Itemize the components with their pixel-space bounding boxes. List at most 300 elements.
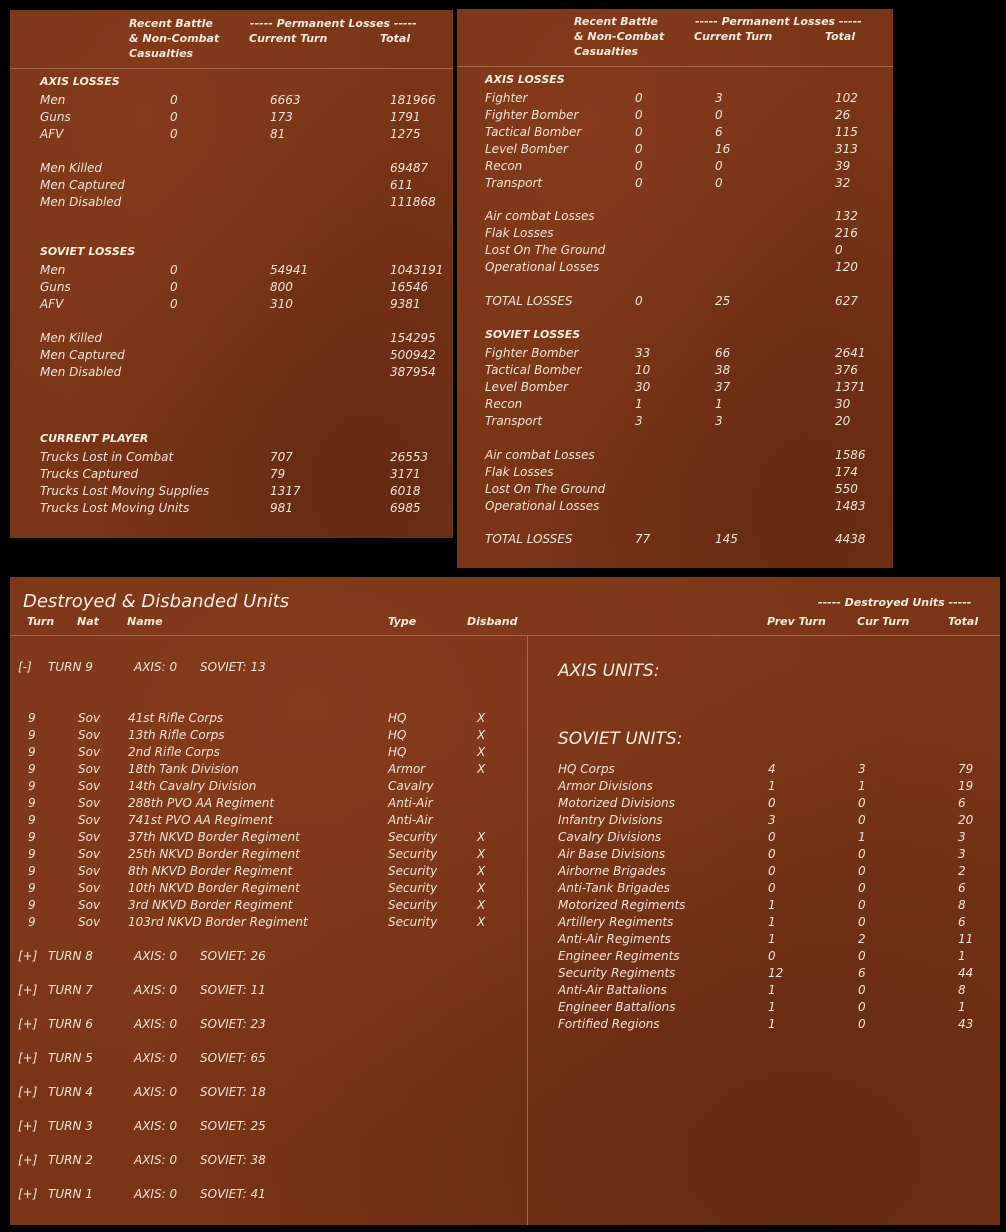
col-turn-header: Turn bbox=[27, 615, 55, 628]
cell-nat: Sov bbox=[78, 915, 101, 929]
cell-label: Transport bbox=[485, 414, 543, 428]
cell-label: Engineer Regiments bbox=[558, 949, 680, 963]
cell-cur: 0 bbox=[858, 949, 866, 963]
soviet-losses-title: SOVIET LOSSES bbox=[485, 328, 581, 341]
turn-label: TURN 7 bbox=[48, 983, 93, 997]
table-row bbox=[10, 93, 453, 108]
axis-count: AXIS: 0 bbox=[134, 660, 178, 674]
cell-label: Engineer Battalions bbox=[558, 1000, 676, 1014]
cell-label: AFV bbox=[40, 297, 64, 311]
cell-disband: X bbox=[477, 762, 486, 776]
cell-turn: 9 bbox=[28, 864, 36, 878]
turn-label: TURN 8 bbox=[48, 949, 93, 963]
cell-prev: 0 bbox=[768, 881, 776, 895]
cell-total: 376 bbox=[835, 363, 858, 377]
permanent-losses-header: ----- Permanent Losses ----- bbox=[695, 15, 862, 28]
cell-prev: 1 bbox=[768, 932, 776, 946]
cell-recent: 0 bbox=[170, 297, 178, 311]
table-row bbox=[10, 195, 453, 210]
cell-prev: 1 bbox=[768, 983, 776, 997]
turn-label: TURN 9 bbox=[48, 660, 93, 674]
cell-name: 41st Rifle Corps bbox=[128, 711, 224, 725]
table-row bbox=[10, 796, 1000, 811]
cell-prev: 0 bbox=[768, 796, 776, 810]
table-row bbox=[10, 864, 1000, 879]
table-row bbox=[457, 414, 893, 429]
cell-label: Men Disabled bbox=[40, 195, 122, 209]
cell-total: 627 bbox=[835, 294, 858, 308]
cell-type: HQ bbox=[388, 728, 407, 742]
cell-prev: 1 bbox=[768, 1000, 776, 1014]
cell-total: 611 bbox=[390, 178, 413, 192]
cell-total: 1043191 bbox=[390, 263, 444, 277]
table-row bbox=[10, 484, 453, 499]
cell-total: 6 bbox=[958, 796, 966, 810]
cell-recent: 0 bbox=[635, 91, 643, 105]
cell-recent: 77 bbox=[635, 532, 651, 546]
cell-label: Fortified Regions bbox=[558, 1017, 660, 1031]
cell-recent: 0 bbox=[170, 263, 178, 277]
cell-total: 1 bbox=[958, 949, 966, 963]
table-row bbox=[10, 813, 1000, 828]
table-row bbox=[10, 898, 1000, 913]
table-row bbox=[10, 501, 453, 516]
table-row bbox=[457, 125, 893, 140]
col-name-header: Name bbox=[127, 615, 163, 628]
table-row bbox=[457, 226, 893, 241]
cell-total: 1 bbox=[958, 1000, 966, 1014]
cell-total: 1483 bbox=[835, 499, 866, 513]
cell-current: 66 bbox=[715, 346, 731, 360]
turn-label: TURN 1 bbox=[48, 1187, 93, 1201]
cell-prev: 4 bbox=[768, 762, 776, 776]
table-row bbox=[457, 142, 893, 157]
table-row bbox=[457, 397, 893, 412]
cell-label: Security Regiments bbox=[558, 966, 676, 980]
cell-label: Flak Losses bbox=[485, 226, 554, 240]
cell-total: 387954 bbox=[390, 365, 436, 379]
table-row bbox=[457, 176, 893, 191]
cell-total: 9381 bbox=[390, 297, 421, 311]
cell-label: TOTAL LOSSES bbox=[485, 294, 573, 308]
table-row bbox=[457, 159, 893, 174]
cell-cur: 0 bbox=[858, 915, 866, 929]
cell-prev: 12 bbox=[768, 966, 784, 980]
cell-recent: 0 bbox=[635, 294, 643, 308]
cell-nat: Sov bbox=[78, 728, 101, 742]
cell-label: Anti-Air Battalions bbox=[558, 983, 667, 997]
cell-total: 19 bbox=[958, 779, 974, 793]
cell-label: Fighter bbox=[485, 91, 528, 105]
cell-current: 38 bbox=[715, 363, 731, 377]
cell-turn: 9 bbox=[28, 796, 36, 810]
cell-total: 39 bbox=[835, 159, 851, 173]
table-row bbox=[10, 949, 1000, 964]
total-header: Total bbox=[380, 32, 411, 45]
cell-total: 20 bbox=[958, 813, 974, 827]
cell-label: Airborne Brigades bbox=[558, 864, 666, 878]
current-turn-header: Current Turn bbox=[249, 32, 328, 45]
expand-toggle[interactable]: [+] bbox=[18, 1153, 38, 1167]
cell-recent: 0 bbox=[635, 142, 643, 156]
cell-name: 741st PVO AA Regiment bbox=[128, 813, 273, 827]
cell-cur: 0 bbox=[858, 1017, 866, 1031]
col-disband-header: Disband bbox=[467, 615, 518, 628]
cell-label: Flak Losses bbox=[485, 465, 554, 479]
soviet-count: SOVIET: 38 bbox=[200, 1153, 266, 1167]
table-row bbox=[10, 110, 453, 125]
cell-name: 25th NKVD Border Regiment bbox=[128, 847, 300, 861]
cell-current: 79 bbox=[270, 467, 286, 481]
cell-turn: 9 bbox=[28, 847, 36, 861]
cell-current: 1 bbox=[715, 397, 723, 411]
table-row bbox=[10, 450, 453, 465]
cell-recent: 0 bbox=[635, 159, 643, 173]
table-row bbox=[10, 348, 453, 363]
cell-recent: 0 bbox=[635, 108, 643, 122]
cell-name: 103rd NKVD Border Regiment bbox=[128, 915, 308, 929]
axis-count: AXIS: 0 bbox=[134, 1085, 178, 1099]
axis-count: AXIS: 0 bbox=[134, 983, 178, 997]
cell-type: Security bbox=[388, 881, 438, 895]
cell-prev: 0 bbox=[768, 847, 776, 861]
cell-type: Anti-Air bbox=[388, 796, 433, 810]
cell-recent: 30 bbox=[635, 380, 651, 394]
soviet-count: SOVIET: 25 bbox=[200, 1119, 266, 1133]
cell-disband: X bbox=[477, 881, 486, 895]
axis-count: AXIS: 0 bbox=[134, 949, 178, 963]
cell-label: Men Captured bbox=[40, 178, 125, 192]
cell-recent: 10 bbox=[635, 363, 651, 377]
cell-turn: 9 bbox=[28, 915, 36, 929]
cell-current: 6 bbox=[715, 125, 723, 139]
cell-turn: 9 bbox=[28, 762, 36, 776]
soviet-count: SOVIET: 65 bbox=[200, 1051, 266, 1065]
cell-nat: Sov bbox=[78, 745, 101, 759]
cell-nat: Sov bbox=[78, 779, 101, 793]
cell-nat: Sov bbox=[78, 881, 101, 895]
cell-total: 1586 bbox=[835, 448, 866, 462]
cell-total: 0 bbox=[835, 243, 843, 257]
cell-total: 32 bbox=[835, 176, 851, 190]
cell-current: 145 bbox=[715, 532, 738, 546]
cell-type: HQ bbox=[388, 711, 407, 725]
cell-turn: 9 bbox=[28, 779, 36, 793]
cell-current: 0 bbox=[715, 159, 723, 173]
cell-cur: 0 bbox=[858, 898, 866, 912]
cell-total: 154295 bbox=[390, 331, 436, 345]
axis-count: AXIS: 0 bbox=[134, 1119, 178, 1133]
cell-total: 3171 bbox=[390, 467, 421, 481]
cell-type: Security bbox=[388, 830, 438, 844]
cell-disband: X bbox=[477, 898, 486, 912]
cell-total: 313 bbox=[835, 142, 858, 156]
cell-total: 6985 bbox=[390, 501, 421, 515]
table-row bbox=[457, 243, 893, 258]
cell-label: Transport bbox=[485, 176, 543, 190]
cell-type: HQ bbox=[388, 745, 407, 759]
cell-total: 1371 bbox=[835, 380, 866, 394]
cell-cur: 0 bbox=[858, 983, 866, 997]
cell-total: 3 bbox=[958, 847, 966, 861]
cell-total: 8 bbox=[958, 898, 966, 912]
recent-header-line2: & Non-Combat bbox=[574, 30, 665, 43]
ground-losses-panel bbox=[10, 10, 453, 538]
cell-disband: X bbox=[477, 864, 486, 878]
cell-recent: 0 bbox=[170, 280, 178, 294]
cell-current: 16 bbox=[715, 142, 731, 156]
cell-prev: 1 bbox=[768, 898, 776, 912]
cell-total: 111868 bbox=[390, 195, 436, 209]
expand-toggle[interactable]: [+] bbox=[18, 1017, 38, 1031]
expand-toggle[interactable]: [+] bbox=[18, 1051, 38, 1065]
turn-group-header[interactable] bbox=[10, 1051, 1000, 1066]
cell-cur: 0 bbox=[858, 813, 866, 827]
cell-name: 3rd NKVD Border Regiment bbox=[128, 898, 293, 912]
cell-disband: X bbox=[477, 915, 486, 929]
table-row bbox=[10, 280, 453, 295]
cell-recent: 3 bbox=[635, 414, 643, 428]
cell-disband: X bbox=[477, 711, 486, 725]
air-losses-panel bbox=[457, 9, 893, 568]
table-row bbox=[457, 346, 893, 361]
cell-nat: Sov bbox=[78, 711, 101, 725]
expand-toggle[interactable]: [+] bbox=[18, 949, 38, 963]
cell-label: Fighter Bomber bbox=[485, 108, 579, 122]
permanent-losses-header: ----- Permanent Losses ----- bbox=[250, 17, 417, 30]
cell-recent: 0 bbox=[635, 125, 643, 139]
cell-prev: 3 bbox=[768, 813, 776, 827]
cell-label: Armor Divisions bbox=[558, 779, 653, 793]
cell-type: Anti-Air bbox=[388, 813, 433, 827]
cell-current: 6663 bbox=[270, 93, 301, 107]
cell-name: 288th PVO AA Regiment bbox=[128, 796, 275, 810]
cell-label: Artillery Regiments bbox=[558, 915, 674, 929]
cell-cur: 0 bbox=[858, 864, 866, 878]
cell-cur: 1 bbox=[858, 830, 866, 844]
turn-label: TURN 2 bbox=[48, 1153, 93, 1167]
table-row bbox=[10, 365, 453, 380]
table-row bbox=[10, 881, 1000, 896]
cell-turn: 9 bbox=[28, 881, 36, 895]
table-row bbox=[10, 127, 453, 142]
cell-total: 26553 bbox=[390, 450, 429, 464]
table-row bbox=[457, 499, 893, 514]
cell-type: Security bbox=[388, 847, 438, 861]
soviet-count: SOVIET: 26 bbox=[200, 949, 266, 963]
cell-recent: 0 bbox=[635, 176, 643, 190]
table-row bbox=[457, 294, 893, 309]
soviet-count: SOVIET: 11 bbox=[200, 983, 266, 997]
table-row bbox=[10, 728, 1000, 743]
cell-total: 120 bbox=[835, 260, 858, 274]
cell-current: 3 bbox=[715, 414, 723, 428]
cell-cur: 0 bbox=[858, 796, 866, 810]
cell-total: 6 bbox=[958, 881, 966, 895]
cell-turn: 9 bbox=[28, 745, 36, 759]
expand-toggle[interactable]: [+] bbox=[18, 1187, 38, 1201]
cell-label: Recon bbox=[485, 159, 523, 173]
cell-disband: X bbox=[477, 728, 486, 742]
cell-total: 8 bbox=[958, 983, 966, 997]
cell-total: 43 bbox=[958, 1017, 974, 1031]
cell-label: Trucks Lost in Combat bbox=[40, 450, 174, 464]
cell-current: 81 bbox=[270, 127, 286, 141]
collapse-toggle[interactable]: [-] bbox=[18, 660, 32, 674]
table-row bbox=[457, 363, 893, 378]
cell-cur: 0 bbox=[858, 1000, 866, 1014]
current-turn-header: Current Turn bbox=[694, 30, 773, 43]
recent-header-line2: & Non-Combat bbox=[129, 32, 220, 45]
cell-turn: 9 bbox=[28, 898, 36, 912]
recent-header-line1: Recent Battle bbox=[129, 17, 213, 30]
cell-type: Security bbox=[388, 864, 438, 878]
cell-name: 10th NKVD Border Regiment bbox=[128, 881, 300, 895]
cell-label: Trucks Lost Moving Units bbox=[40, 501, 190, 515]
cell-total: 3 bbox=[958, 830, 966, 844]
cell-prev: 0 bbox=[768, 949, 776, 963]
cell-total: 181966 bbox=[390, 93, 436, 107]
cell-total: 132 bbox=[835, 209, 858, 223]
cell-label: Anti-Air Regiments bbox=[558, 932, 671, 946]
cell-current: 54941 bbox=[270, 263, 309, 277]
axis-units-title: AXIS UNITS: bbox=[558, 661, 660, 681]
cell-turn: 9 bbox=[28, 711, 36, 725]
panel-title: Destroyed & Disbanded Units bbox=[23, 591, 290, 612]
cell-label: Tactical Bomber bbox=[485, 125, 582, 139]
table-row bbox=[457, 108, 893, 123]
table-row bbox=[457, 448, 893, 463]
axis-count: AXIS: 0 bbox=[134, 1051, 178, 1065]
table-row bbox=[10, 297, 453, 312]
cell-label: Motorized Divisions bbox=[558, 796, 675, 810]
cell-current: 981 bbox=[270, 501, 293, 515]
cell-total: 102 bbox=[835, 91, 858, 105]
cell-current: 310 bbox=[270, 297, 293, 311]
cell-label: Recon bbox=[485, 397, 523, 411]
col-type-header: Type bbox=[388, 615, 417, 628]
turn-label: TURN 5 bbox=[48, 1051, 93, 1065]
cell-total: 6 bbox=[958, 915, 966, 929]
cell-disband: X bbox=[477, 847, 486, 861]
cell-label: Men Killed bbox=[40, 331, 103, 345]
cell-nat: Sov bbox=[78, 847, 101, 861]
cell-label: Fighter Bomber bbox=[485, 346, 579, 360]
turn-group-header[interactable] bbox=[10, 1187, 1000, 1202]
soviet-count: SOVIET: 18 bbox=[200, 1085, 266, 1099]
cell-current: 707 bbox=[270, 450, 293, 464]
turn-group-header[interactable] bbox=[10, 1153, 1000, 1168]
destroyed-units-panel bbox=[10, 577, 1000, 1225]
table-row bbox=[457, 260, 893, 275]
table-row bbox=[10, 467, 453, 482]
cell-total: 69487 bbox=[390, 161, 429, 175]
axis-count: AXIS: 0 bbox=[134, 1187, 178, 1201]
cell-label: Guns bbox=[40, 110, 71, 124]
table-row bbox=[10, 762, 1000, 777]
turn-group-header[interactable] bbox=[10, 660, 1000, 675]
table-row bbox=[10, 932, 1000, 947]
cell-label: TOTAL LOSSES bbox=[485, 532, 573, 546]
expand-toggle[interactable]: [+] bbox=[18, 1085, 38, 1099]
cell-current: 0 bbox=[715, 176, 723, 190]
cell-name: 14th Cavalry Division bbox=[128, 779, 257, 793]
soviet-count: SOVIET: 41 bbox=[200, 1187, 266, 1201]
cell-total: 550 bbox=[835, 482, 858, 496]
cell-nat: Sov bbox=[78, 864, 101, 878]
cell-name: 13th Rifle Corps bbox=[128, 728, 225, 742]
cell-total: 79 bbox=[958, 762, 974, 776]
cell-prev: 1 bbox=[768, 779, 776, 793]
cell-turn: 9 bbox=[28, 728, 36, 742]
cell-total: 500942 bbox=[390, 348, 436, 362]
cell-label: Men bbox=[40, 263, 66, 277]
cell-label: Cavalry Divisions bbox=[558, 830, 662, 844]
cell-nat: Sov bbox=[78, 813, 101, 827]
cell-name: 2nd Rifle Corps bbox=[128, 745, 220, 759]
cell-current: 0 bbox=[715, 108, 723, 122]
recent-header-line1: Recent Battle bbox=[574, 15, 658, 28]
table-row bbox=[10, 331, 453, 346]
cell-current: 1317 bbox=[270, 484, 301, 498]
cell-label: Operational Losses bbox=[485, 499, 600, 513]
cell-total: 11 bbox=[958, 932, 974, 946]
cell-label: Air combat Losses bbox=[485, 448, 595, 462]
cell-current: 800 bbox=[270, 280, 293, 294]
turn-group-header[interactable] bbox=[10, 1119, 1000, 1134]
current-player-title: CURRENT PLAYER bbox=[40, 432, 149, 445]
expand-toggle[interactable]: [+] bbox=[18, 1119, 38, 1133]
cell-recent: 33 bbox=[635, 346, 651, 360]
cell-label: Men Captured bbox=[40, 348, 125, 362]
cell-cur: 1 bbox=[858, 779, 866, 793]
col-cur-turn-header: Cur Turn bbox=[857, 615, 910, 628]
cell-total: 2 bbox=[958, 864, 966, 878]
table-row bbox=[457, 532, 893, 547]
cell-cur: 2 bbox=[858, 932, 866, 946]
cell-label: Air combat Losses bbox=[485, 209, 595, 223]
turn-label: TURN 4 bbox=[48, 1085, 93, 1099]
cell-current: 37 bbox=[715, 380, 731, 394]
cell-type: Security bbox=[388, 898, 438, 912]
turn-group-header[interactable] bbox=[10, 1085, 1000, 1100]
col-prev-turn-header: Prev Turn bbox=[767, 615, 826, 628]
turn-label: TURN 3 bbox=[48, 1119, 93, 1133]
cell-current: 25 bbox=[715, 294, 731, 308]
axis-losses-title: AXIS LOSSES bbox=[40, 75, 120, 88]
cell-recent: 0 bbox=[170, 110, 178, 124]
cell-total: 26 bbox=[835, 108, 851, 122]
cell-label: Operational Losses bbox=[485, 260, 600, 274]
cell-total: 1275 bbox=[390, 127, 421, 141]
cell-prev: 1 bbox=[768, 915, 776, 929]
cell-total: 44 bbox=[958, 966, 974, 980]
cell-label: AFV bbox=[40, 127, 64, 141]
cell-total: 20 bbox=[835, 414, 851, 428]
table-row bbox=[10, 983, 1000, 998]
cell-cur: 6 bbox=[858, 966, 866, 980]
expand-toggle[interactable]: [+] bbox=[18, 983, 38, 997]
axis-count: AXIS: 0 bbox=[134, 1017, 178, 1031]
table-row bbox=[10, 830, 1000, 845]
cell-current: 173 bbox=[270, 110, 293, 124]
cell-turn: 9 bbox=[28, 830, 36, 844]
cell-prev: 0 bbox=[768, 830, 776, 844]
cell-total: 115 bbox=[835, 125, 858, 139]
cell-name: 18th Tank Division bbox=[128, 762, 239, 776]
header-divider bbox=[10, 68, 453, 69]
cell-label: Lost On The Ground bbox=[485, 482, 606, 496]
